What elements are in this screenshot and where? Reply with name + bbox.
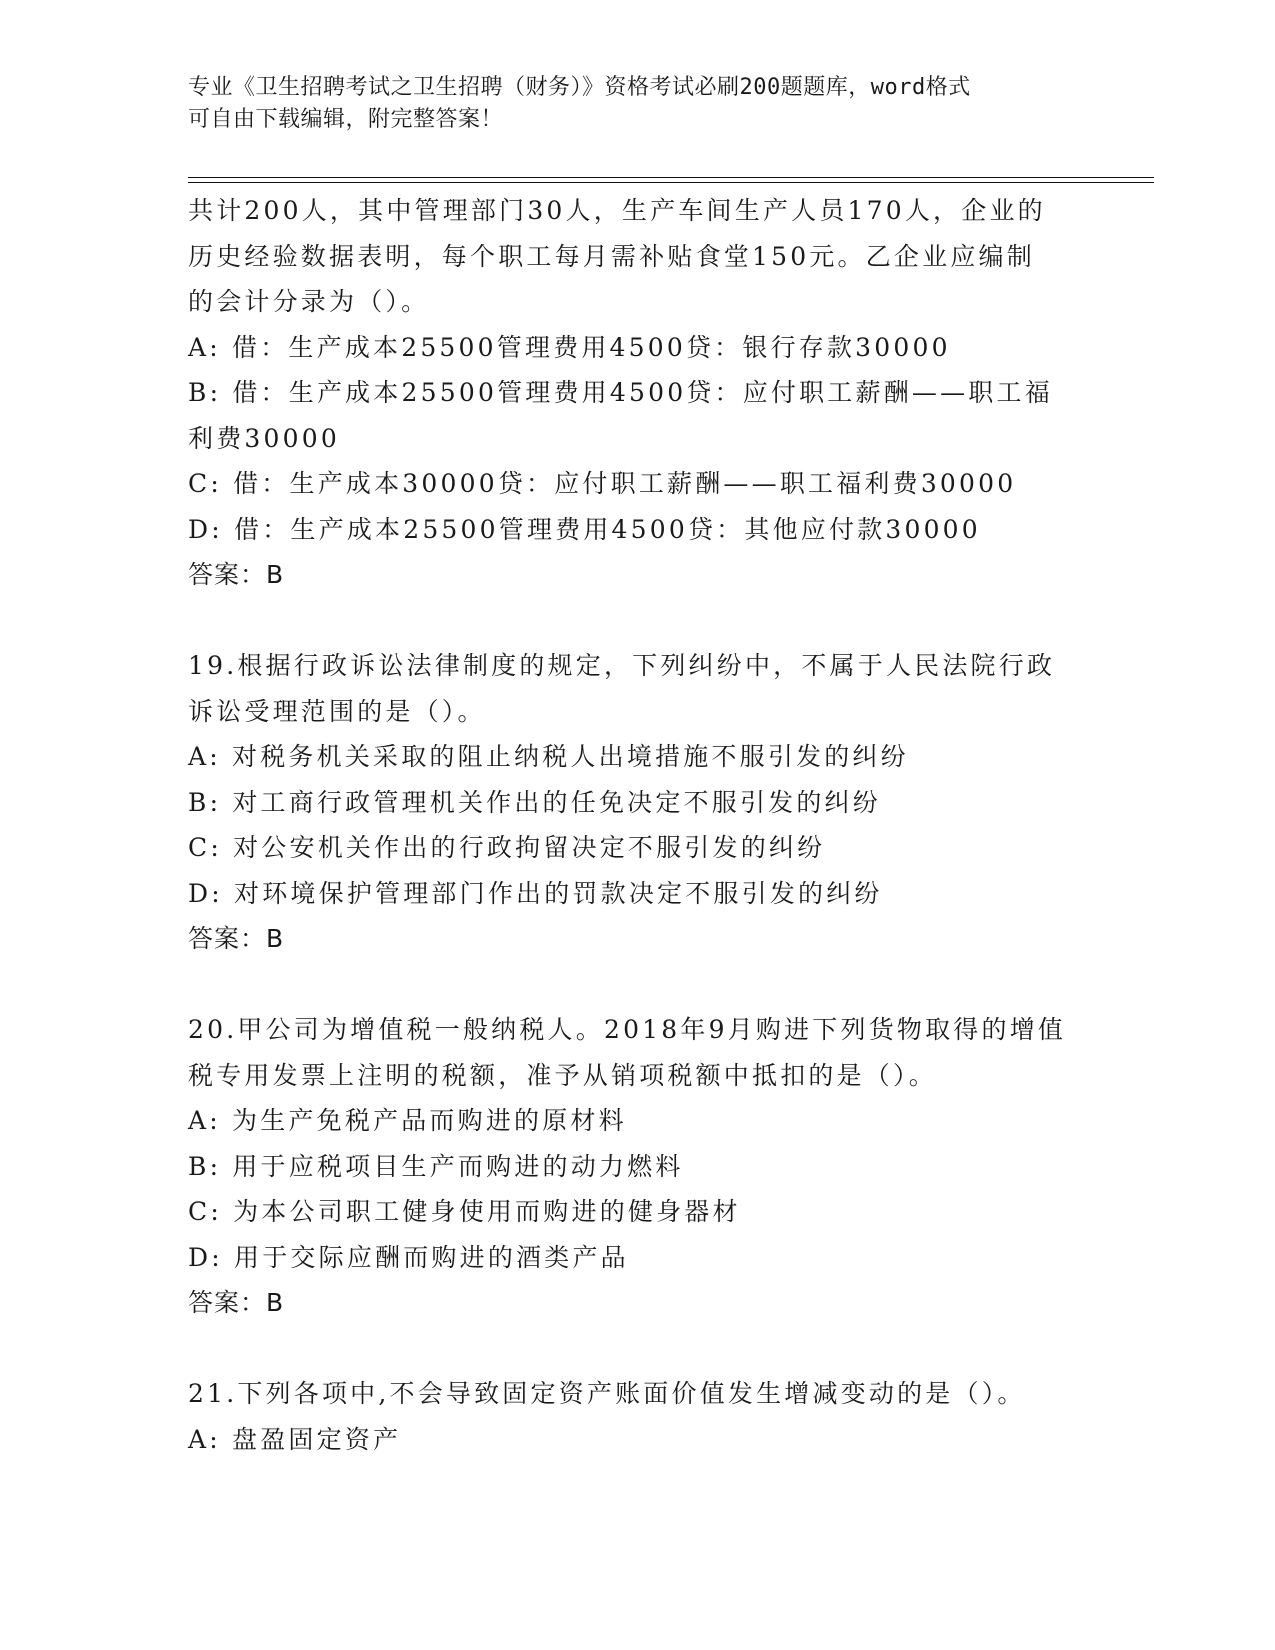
question-18-option-d: D: 借：生产成本25500管理费用4500贷：其他应付款30000 (188, 514, 981, 544)
question-18-stem-line-1: 共计200人，其中管理部门30人，生产车间生产人员170人，企业的 (188, 196, 1046, 225)
question-18-stem-line-3: 的会计分录为（）。 (188, 287, 430, 316)
question-19-block (188, 643, 1148, 962)
page-header (188, 72, 1088, 136)
question-spacer (188, 962, 1148, 1008)
question-21-stem-line-1: 21.下列各项中,不会导致固定资产账面价值发生增减变动的是（）。 (188, 1379, 1026, 1408)
question-19-stem-line-2: 诉讼受理范围的是（）。 (188, 696, 486, 726)
header-divider-bottom (188, 182, 1154, 183)
question-21-option-a: A: 盘盈固定资产 (188, 1424, 402, 1454)
question-20-stem-line-1: 20.甲公司为增值税一般纳税人。2018年9月购进下列货物取得的增值 (188, 1015, 1067, 1044)
document-body (188, 188, 1148, 1462)
header-title-line-1: 专业《卫生招聘考试之卫生招聘（财务）》资格考试必刷200题题库，word格式 (188, 75, 971, 100)
question-19-option-c: C: 对公安机关作出的行政拘留决定不服引发的纠纷 (188, 833, 826, 862)
question-20-option-a: A: 为生产免税产品而购进的原材料 (188, 1106, 627, 1135)
question-20-block (188, 1007, 1148, 1326)
question-18-answer: 答案：B (188, 560, 285, 589)
question-20-option-d: D: 用于交际应酬而购进的酒类产品 (188, 1242, 629, 1272)
question-18-stem-line-2: 历史经验数据表明，每个职工每月需补贴食堂150元。乙企业应编制 (188, 241, 1035, 271)
question-spacer (188, 1326, 1148, 1372)
question-18-option-b-line-1: B: 借：生产成本25500管理费用4500贷：应付职工薪酬——职工福 (188, 378, 1053, 407)
question-20-stem-line-2: 税专用发票上注明的税额，准予从销项税额中抵扣的是（）。 (188, 1060, 937, 1090)
question-19-answer: 答案：B (188, 924, 285, 953)
header-title-line-2: 可自由下载编辑，附完整答案！ (188, 107, 504, 132)
question-18-option-c: C: 借：生产成本30000贷：应付职工薪酬——职工福利费30000 (188, 469, 1017, 498)
question-19-option-d: D: 对环境保护管理部门作出的罚款决定不服引发的纠纷 (188, 878, 883, 908)
question-18-option-a: A: 借：生产成本25500管理费用4500贷：银行存款30000 (188, 332, 951, 362)
question-18-block (188, 188, 1148, 598)
header-divider-top (188, 177, 1154, 178)
question-spacer (188, 598, 1148, 644)
question-21-block (188, 1371, 1148, 1462)
question-19-option-a: A: 对税务机关采取的阻止纳税人出境措施不服引发的纠纷 (188, 742, 909, 771)
question-20-option-c: C: 为本公司职工健身使用而购进的健身器材 (188, 1197, 741, 1226)
question-18-option-b-line-2: 利费30000 (188, 423, 340, 453)
question-20-answer: 答案：B (188, 1288, 285, 1317)
question-19-stem-line-1: 19.根据行政诉讼法律制度的规定，下列纠纷中，不属于人民法院行政 (188, 651, 1056, 680)
question-20-option-b: B: 用于应税项目生产而购进的动力燃料 (188, 1151, 684, 1181)
question-19-option-b: B: 对工商行政管理机关作出的任免决定不服引发的纠纷 (188, 787, 881, 817)
